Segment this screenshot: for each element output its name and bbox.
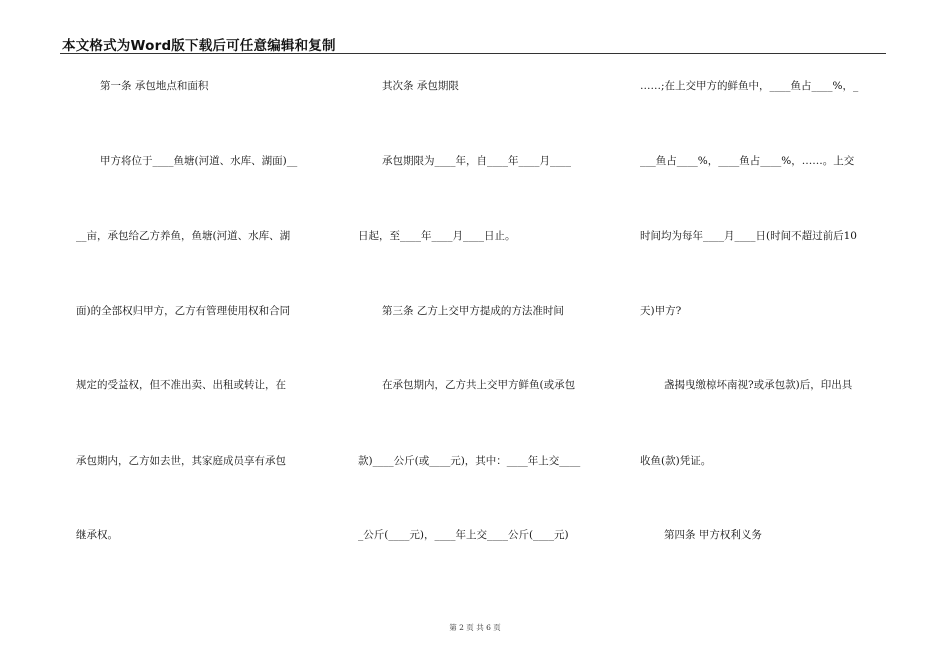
page-number: 第 2 页 共 6 页 bbox=[449, 623, 501, 632]
text-line: _公斤(____元)，____年上交____公斤(____元) bbox=[358, 529, 569, 541]
text-column-1 bbox=[76, 0, 326, 672]
clause-heading: 第四条 甲方权利义务 bbox=[664, 529, 762, 541]
text-line: 日起，至____年____月____日止。 bbox=[358, 230, 516, 242]
text-line: 天)甲方? bbox=[640, 305, 682, 317]
clause-heading: 第三条 乙方上交甲方提成的方法准时间 bbox=[382, 305, 564, 317]
text-line: 规定的受益权，但不准出卖、出租或转让，在 bbox=[76, 379, 286, 391]
text-line: 款)____公斤(或____元)，其中：____年上交____ bbox=[358, 455, 581, 467]
text-line: 承包期限为____年，自____年____月____ bbox=[382, 155, 571, 167]
text-column-3 bbox=[640, 0, 890, 672]
text-line: 收鱼(款)凭证。 bbox=[640, 455, 712, 467]
text-line: 承包期内，乙方如去世，其家庭成员享有承包 bbox=[76, 455, 286, 467]
document-header-title: 本文格式为Word版下载后可任意编辑和复制 bbox=[62, 38, 336, 54]
text-line: 面)的全部权归甲方，乙方有管理使用权和合同 bbox=[76, 305, 291, 317]
clause-heading: 第一条 承包地点和面积 bbox=[100, 80, 209, 92]
clause-heading: 其次条 承包期限 bbox=[382, 80, 459, 92]
text-line: 甲方将位于____鱼塘(河道、水库、湖面)__ bbox=[100, 155, 298, 167]
text-line: ___鱼占____%，____鱼占____%，……。上交 bbox=[640, 155, 855, 167]
text-line: 时间均为每年____月____日(时间不超过前后10 bbox=[640, 230, 857, 242]
text-line: ……;在上交甲方的鲜鱼中，____鱼占____%，_ bbox=[640, 80, 859, 92]
text-line: 在承包期内，乙方共上交甲方鲜鱼(或承包 bbox=[382, 379, 576, 391]
text-line: __亩，承包给乙方养鱼，鱼塘(河道、水库、湖 bbox=[76, 230, 291, 242]
text-line: 盏揭曳缴椋坏南视?或承包款)后，印出具 bbox=[664, 379, 853, 391]
text-line: 继承权。 bbox=[76, 529, 118, 541]
text-column-2 bbox=[358, 0, 608, 672]
